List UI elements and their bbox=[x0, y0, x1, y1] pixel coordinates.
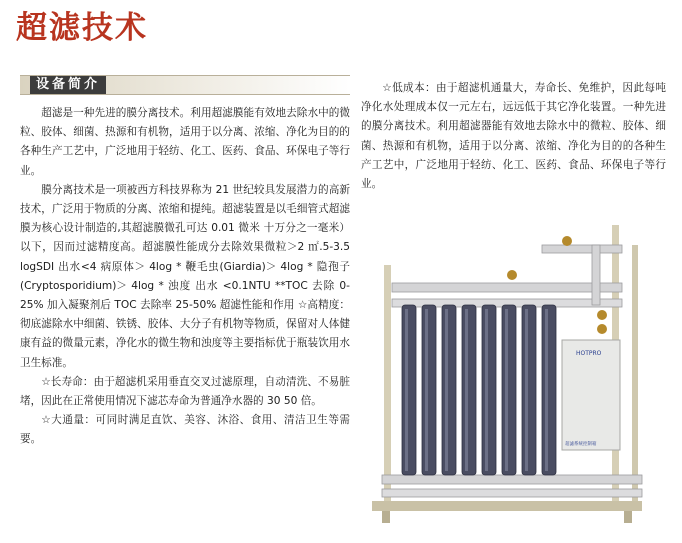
paragraph-long-life: ☆长寿命：由于超滤机采用垂直交叉过滤原理，自动清洗、不易脏堵，因此在正常使用情况下滤芯寿命为普通净水器的 30 50 倍。 bbox=[20, 375, 350, 408]
section-header bbox=[20, 75, 350, 95]
inlet-riser-pipe bbox=[592, 245, 600, 305]
membrane-column bbox=[502, 305, 516, 475]
skid-leg bbox=[624, 511, 632, 523]
membrane-column bbox=[542, 305, 556, 475]
column-highlight bbox=[525, 309, 528, 471]
paragraph-membrane-tech: 膜分离技术是一项被西方科技界称为 21 世纪较具发展潜力的高新技术，广泛用于物质的分离、浓缩和提纯。超滤装置是以毛细管式超滤膜为核心设计制造的,其超滤膜微孔可达 0.01 微米 十万分之一毫米）以下，因而过滤精度高。超滤膜性能成分去除效果微粒＞2 ㎡.5-3.5 logSDI 出水<4 病原体＞ 4log * 鞭毛虫(Giardia)＞ 4log * 隐孢子 (Cryptosporidium)＞ 4log * 浊度 出水 <0.1NTU **TOC 去除 0-25% 加入凝聚剂后 TOC 去除率 25-50% 超滤性能和作用 ☆高精度：彻底滤除水中细菌、铁锈、胶体、大分子有机物等物质，保留对人体健康有益的微量元素，净化水的微生物和浊度等主要指标优于瓶装饮用水卫生标准。 bbox=[20, 183, 350, 369]
bottom-manifold-pipe bbox=[382, 475, 642, 484]
section-heading: 设备简介 bbox=[30, 76, 106, 94]
paragraph-low-cost: ☆低成本：由于超滤机通量大，寿命长、免维护，因此每吨净化水处理成本仅一元左右，远远低于其它净化装置。一种先进的膜分离技术。利用超滤器能有效地去除水中的微粒、胶体、细菌、热源和有机物，适用于以分离、浓缩、净化为目的的各种生产工艺中，广泛地用于轻纺、化工、医药、食品、环保电子等行业。 bbox=[361, 82, 666, 191]
ultrafiltration-equipment-image bbox=[362, 205, 662, 525]
panel-logo: HOTPRO bbox=[576, 350, 602, 357]
membrane-column bbox=[522, 305, 536, 475]
skid-leg bbox=[382, 511, 390, 523]
column-highlight bbox=[425, 309, 428, 471]
inlet-pipe bbox=[542, 245, 622, 253]
valve-icon bbox=[597, 310, 607, 320]
frame-post bbox=[384, 265, 391, 501]
ultrafiltration-equipment-illustration bbox=[362, 205, 662, 525]
top-manifold-pipe bbox=[392, 283, 622, 292]
column-highlight bbox=[545, 309, 548, 471]
column-highlight bbox=[405, 309, 408, 471]
column-highlight bbox=[485, 309, 488, 471]
membrane-column bbox=[442, 305, 456, 475]
page-title: 超滤技术 bbox=[16, 10, 148, 46]
column-highlight bbox=[505, 309, 508, 471]
left-text-column bbox=[20, 104, 350, 450]
membrane-column bbox=[422, 305, 436, 475]
column-highlight bbox=[445, 309, 448, 471]
bottom-manifold-pipe bbox=[382, 489, 642, 497]
base-skid bbox=[372, 501, 642, 511]
paragraph-high-flux: ☆大通量：可同时满足直饮、美容、沐浴、食用、清洁卫生等需要。 bbox=[20, 414, 350, 446]
membrane-column bbox=[402, 305, 416, 475]
valve-icon bbox=[562, 236, 572, 246]
panel-label: 超滤系统控制箱 bbox=[565, 442, 597, 447]
right-text-column bbox=[361, 79, 666, 194]
paragraph-intro: 超滤是一种先进的膜分离技术。利用超滤膜能有效地去除水中的微粒、胶体、细菌、热源和有机物，适用于以分离、浓缩、净化为目的的各种生产工艺中，广泛地用于轻纺、化工、医药、食品、环保电子等行业。 bbox=[20, 107, 350, 177]
valve-icon bbox=[597, 324, 607, 334]
valve-icon bbox=[507, 270, 517, 280]
frame-post bbox=[632, 245, 638, 501]
column-highlight bbox=[465, 309, 468, 471]
membrane-column bbox=[462, 305, 476, 475]
membrane-column bbox=[482, 305, 496, 475]
